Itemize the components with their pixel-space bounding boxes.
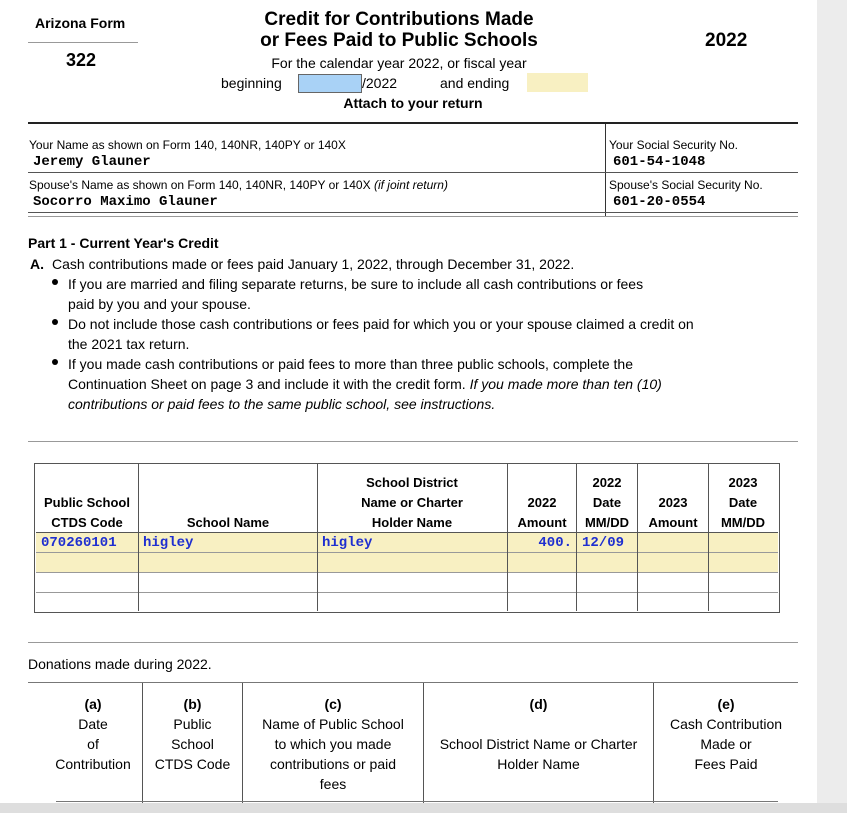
fiscal-begin-field[interactable] <box>298 74 362 93</box>
table-bottom-divider <box>28 642 798 643</box>
form-number: 322 <box>66 50 97 70</box>
beginning-year-suffix: /2022 <box>362 75 398 91</box>
bullet-icon <box>52 359 58 365</box>
horizontal-scrollbar[interactable] <box>0 803 847 813</box>
name-row-divider <box>28 172 798 173</box>
name-block-bottom <box>28 216 798 217</box>
form-label: Arizona Form <box>35 15 126 31</box>
spouse-name-label: Spouse's Name as shown on Form 140, 140NR, 140PY or 140X (if joint return) <box>29 178 448 192</box>
bullet3-line2: Continuation Sheet on page 3 and include it with the credit form. If you made more than ten (10) <box>68 376 662 392</box>
row1-date-2022[interactable]: 12/09 <box>582 535 625 551</box>
taxpayer-ssn-label: Your Social Security No. <box>609 138 738 152</box>
col-ctds-header: Public School CTDS Code <box>44 495 130 530</box>
taxpayer-name-label: Your Name as shown on Form 140, 140NR, 140PY or 140X <box>29 138 346 152</box>
spouse-ssn-value[interactable]: 601-20-0554 <box>613 194 706 210</box>
donations-col-d-header: (d) School District Name or Charter Holder Name <box>439 696 638 772</box>
bullet3-line3: contributions or paid fees to the same public school, see instructions. <box>68 396 496 412</box>
donations-top-line <box>28 682 798 683</box>
row1-ctds[interactable]: 070260101 <box>41 535 117 551</box>
form-title-line2: or Fees Paid to Public Schools <box>260 30 538 51</box>
table-row[interactable] <box>36 553 778 572</box>
spouse-ssn-label: Spouse's Social Security No. <box>609 178 763 192</box>
row1-district[interactable]: higley <box>322 535 373 551</box>
beginning-label: beginning <box>221 75 282 91</box>
donations-col-c-header: (c) Name of Public School to which you made contributions or paid fees <box>262 696 404 792</box>
bullet-icon <box>52 279 58 285</box>
col-divider <box>637 463 638 611</box>
table-header-divider <box>36 532 778 533</box>
bullet2-line2: the 2021 tax return. <box>68 336 190 352</box>
col-date-2022-header: 2022 Date MM/DD <box>584 475 630 530</box>
col-school-name-header: School Name <box>186 515 270 530</box>
scrollbar-area[interactable] <box>817 0 847 813</box>
name-ssn-divider <box>605 124 606 216</box>
fiscal-end-field[interactable] <box>527 73 588 92</box>
col-divider <box>708 463 709 611</box>
col-divider <box>576 463 577 611</box>
row-divider <box>36 572 778 573</box>
row1-amount-2022[interactable]: 400. <box>538 535 572 551</box>
donations-col-e-header: (e) Cash Contribution Made or Fees Paid <box>669 696 783 772</box>
row-divider <box>36 592 778 593</box>
bullet1-line2: paid by you and your spouse. <box>68 296 251 312</box>
form-title-line1: Credit for Contributions Made <box>264 9 534 30</box>
bullet2-line1: Do not include those cash contributions or fees paid for which you or your spouse claimed a credit on <box>68 316 694 332</box>
tax-year: 2022 <box>705 30 748 51</box>
col-district-header: School District Name or Charter Holder Name <box>361 475 463 530</box>
donations-col-a-header: (a) Date of Contribution <box>55 696 131 772</box>
donations-col-b-header: (b) Public School CTDS Code <box>154 696 231 772</box>
col-divider <box>138 463 139 611</box>
taxpayer-ssn-value[interactable]: 601-54-1048 <box>613 154 706 170</box>
taxpayer-name-value[interactable]: Jeremy Glauner <box>33 154 151 170</box>
col-amount-2022-header: 2022 Amount <box>517 495 567 530</box>
donations-heading: Donations made during 2022. <box>28 656 212 672</box>
part1-heading: Part 1 - Current Year's Credit <box>28 235 219 251</box>
spouse-name-value[interactable]: Socorro Maximo Glauner <box>33 194 218 210</box>
attach-instruction: Attach to your return <box>343 95 483 111</box>
col-amount-2023-header: 2023 Amount <box>648 495 698 530</box>
bullet-icon <box>52 319 58 325</box>
bullet1-line1: If you are married and filing separate returns, be sure to include all cash contributions or fees <box>68 276 644 292</box>
col-date-2023-header: 2023 Date MM/DD <box>720 475 766 530</box>
donations-header-bottom <box>56 801 778 802</box>
bullet3-line1: If you made cash contributions or paid fees to more than three public schools, complete the <box>68 356 633 372</box>
col-divider <box>317 463 318 611</box>
part1-divider <box>28 441 798 442</box>
header-divider <box>28 122 798 124</box>
calendar-year-text: For the calendar year 2022, or fiscal year <box>271 55 527 71</box>
spouse-row-divider <box>28 212 798 213</box>
part1-a-label: A. <box>30 256 44 272</box>
row-divider <box>36 552 778 553</box>
part1-a-text: Cash contributions made or fees paid January 1, 2022, through December 31, 2022. <box>52 256 575 272</box>
ending-label: and ending <box>440 75 510 91</box>
row1-school-name[interactable]: higley <box>143 535 194 551</box>
form-label-divider <box>28 42 138 43</box>
